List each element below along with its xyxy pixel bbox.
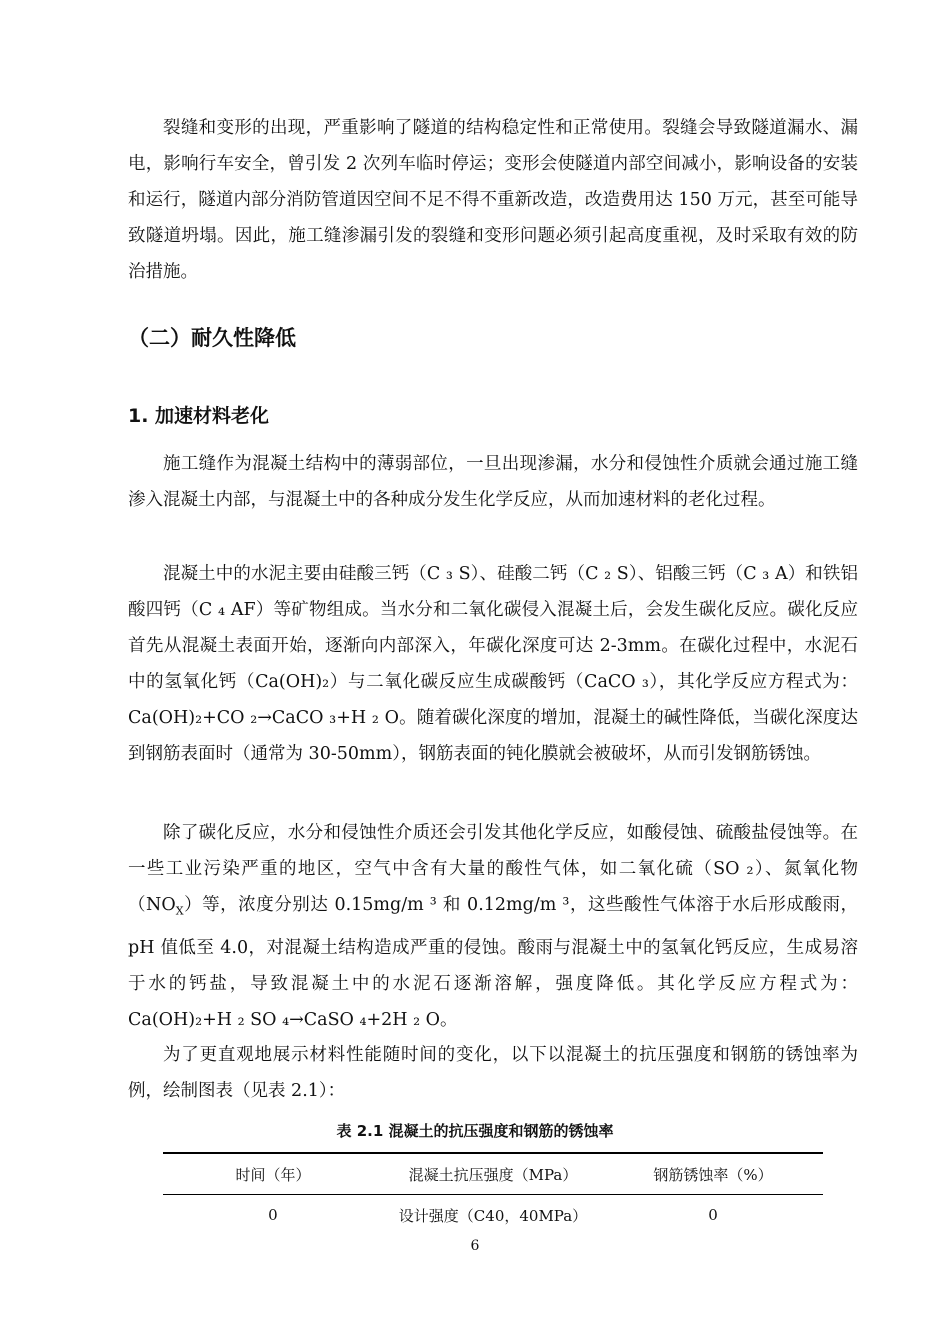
paragraph-acid-erosion-part1: 除了碳化反应，水分和侵蚀性介质还会引发其他化学反应，如酸侵蚀、硫酸盐侵蚀等。在一些工业污染严重的地区，空气中含有大量的酸性气体，如二氧化硫（SO ₂）、氮氧化物（NO xyxy=(128,823,858,915)
table-row xyxy=(163,1195,823,1236)
nox-subscript: X xyxy=(175,904,184,918)
page-number: 6 xyxy=(470,1238,480,1254)
table-header-time: 时间（年） xyxy=(163,1153,383,1195)
paragraph-acid-erosion xyxy=(128,815,858,1038)
table-header-row xyxy=(163,1153,823,1195)
table-cell-time: 0 xyxy=(268,1206,278,1224)
table-cell-corrosion: 0 xyxy=(708,1206,718,1224)
table-header-strength: 混凝土抗压强度（MPa） xyxy=(383,1153,603,1195)
section-heading: （二）耐久性降低 xyxy=(128,326,296,350)
subsection-heading: 1. 加速材料老化 xyxy=(128,405,270,427)
table-cell-strength: 设计强度（C40，40MPa） xyxy=(398,1206,588,1225)
paragraph-construction-joint: 施工缝作为混凝土结构中的薄弱部位，一旦出现渗漏，水分和侵蚀性介质就会通过施工缝渗入混凝土内部，与混凝土中的各种成分发生化学反应，从而加速材料的老化过程。 xyxy=(128,454,858,510)
paragraph-carbonation: 混凝土中的水泥主要由硅酸三钙（C ₃ S）、硅酸二钙（C ₂ S）、铝酸三钙（C ₃ A）和铁铝酸四钙（C ₄ AF）等矿物组成。当水分和二氧化碳侵入混凝土后，会发生碳化反应。碳化反应首先从混凝土表面开始，逐渐向内部深入，年碳化深度可达 2-3mm。在碳化过程中，水泥石中的氢氧化钙（Ca(OH)₂）与二氧化碳反应生成碳酸钙（CaCO ₃），其化学反应方程式为：Ca(OH)₂+CO ₂→CaCO ₃+H ₂ O。随着碳化深度的增加，混凝土的碱性降低，当碳化深度达到钢筋表面时（通常为 30-50mm），钢筋表面的钝化膜就会被破坏，从而引发钢筋锈蚀。 xyxy=(128,564,858,764)
data-table xyxy=(163,1152,823,1235)
table-caption: 表 2.1 混凝土的抗压强度和钢筋的锈蚀率 xyxy=(336,1122,614,1140)
paragraph-table-intro: 为了更直观地展示材料性能随时间的变化，以下以混凝土的抗压强度和钢筋的锈蚀率为例，绘制图表（见表 2.1）： xyxy=(128,1045,858,1101)
paragraph-crack-deformation: 裂缝和变形的出现，严重影响了隧道的结构稳定性和正常使用。裂缝会导致隧道漏水、漏电，影响行车安全，曾引发 2 次列车临时停运；变形会使隧道内部空间减小，影响设备的安装和运行，隧道内部分消防管道因空间不足不得不重新改造，改造费用达 150 万元，甚至可能导致隧道坍塌。因此，施工缝渗漏引发的裂缝和变形问题必须引起高度重视，及时采取有效的防治措施。 xyxy=(128,118,858,282)
paragraph-acid-erosion-part2: ）等，浓度分别达 0.15mg/m ³ 和 0.12mg/m ³，这些酸性气体溶于水后形成酸雨，pH 值低至 4.0，对混凝土结构造成严重的侵蚀。酸雨与混凝土中的氢氧化钙反应，生成易溶于水的钙盐，导致混凝土中的水泥石逐渐溶解，强度降低。其化学反应方程式为：Ca(OH)₂+H ₂ SO ₄→CaSO ₄+2H ₂ O。 xyxy=(128,895,858,1030)
table-header-corrosion: 钢筋锈蚀率（%） xyxy=(603,1153,823,1195)
